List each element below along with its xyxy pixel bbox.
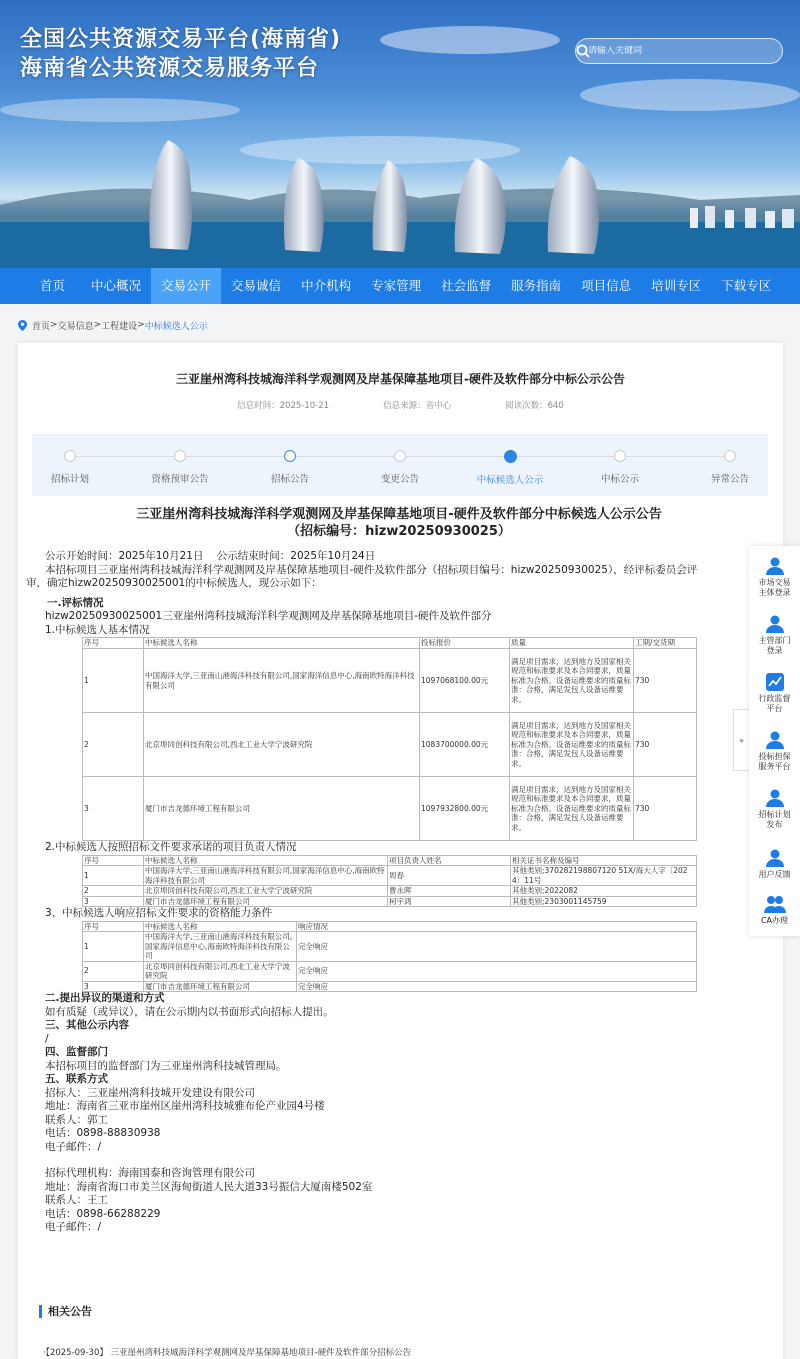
project-leader-table: [82, 855, 697, 908]
section1-subtitle: hizw20250930025001三亚崖州湾科技城海洋科学观测网及岸基保障基地项目-硬件及软件部分: [45, 610, 492, 622]
tenderer-email: 电子邮件：/: [45, 1140, 102, 1153]
table-header-row: 序号 中标候选人名称 投标报价 质量 工期/交货期: [83, 638, 697, 649]
publicity-period: 公示开始时间：2025年10月21日 公示结束时间：2025年10月24日: [45, 550, 376, 562]
qualification-table: [82, 921, 697, 993]
sidebar-item-user-feedback[interactable]: 用户反馈: [749, 848, 800, 880]
user-feedback-icon: [765, 848, 785, 868]
info-source: 信息来源：省中心: [383, 401, 452, 411]
table1-title: 1.中标候选人基本情况: [45, 623, 150, 636]
tenderer-contact: 联系人：郭工: [45, 1113, 108, 1126]
sidebar-item-authority-login[interactable]: 主管部门 登录: [749, 614, 800, 656]
sidebar-item-bid-guarantee[interactable]: 投标担保 服务平台: [749, 730, 800, 772]
agent-address: 地址：海南省海口市美兰区海甸街道人民大道33号振信大厦南楼502室: [45, 1180, 373, 1193]
tenderer-address: 地址：海南省三亚市崖州区崖州湾科技城雅布伦产业园4号楼: [45, 1100, 325, 1112]
users-icon: [764, 894, 786, 914]
doc-code: （招标编号：hizw20250930025）: [287, 524, 511, 539]
nav-item-training[interactable]: 培训专区: [651, 278, 702, 293]
nav-item-supervision[interactable]: 社会监督: [441, 278, 492, 293]
main-nav: [0, 268, 800, 304]
candidate-table: [82, 637, 697, 841]
agent-email: 电子邮件：/: [45, 1221, 102, 1233]
step-prequalification[interactable]: 资格预审公告: [130, 434, 230, 485]
sidebar-item-market-login[interactable]: 市场交易 主体登录: [749, 556, 800, 598]
step-abnormal-notice[interactable]: 异常公告: [680, 434, 780, 485]
sidebar-item-admin-supervision[interactable]: 行政监督 平台: [749, 672, 800, 714]
chart-icon: [765, 672, 785, 692]
section2-text: 如有质疑（或异议），请在公示期内以书面形式向招标人提出。: [45, 1005, 334, 1018]
nav-item-downloads[interactable]: 下载专区: [721, 278, 772, 293]
section4-title: 四、监督部门: [45, 1046, 108, 1058]
breadcrumb-current: 中标候选人公示: [144, 321, 208, 332]
table-header-row: 序号 中标候选人名称 响应情况: [83, 921, 697, 932]
intro-line2: 审，确定hizw20250930025001的中标候选人，现公示如下：: [26, 577, 322, 589]
info-time: 信息时间：2025-10-21: [237, 401, 330, 411]
site-title-line2: 海南省公共资源交易服务平台: [20, 56, 320, 81]
location-pin-icon: [18, 320, 27, 331]
section3-text: /: [45, 1032, 49, 1045]
search-icon[interactable]: [576, 44, 590, 58]
table2-title: 2.中标候选人按照招标文件要求承诺的项目负责人情况: [45, 841, 297, 853]
doc-title: 三亚崖州湾科技城海洋科学观测网及岸基保障基地项目-硬件及软件部分中标候选人公示公告: [136, 507, 662, 522]
section4-text: 本招标项目的监督部门为三亚崖州湾科技城管理局。: [45, 1059, 287, 1072]
nav-item-trade-credit[interactable]: 交易诚信: [231, 278, 282, 293]
table-row: 1 中国海洋大学,三亚南山港海洋科技有限公司,国家海洋信息中心,海南欧特海洋科技有限公司 1097068100.00元 满足项目需求，达到地方及国家相关规范和标准要求及本合同要求，质量标准为合格。设备运维要求的质量标准：合格，满足发包人设备运维要求。 730: [83, 649, 697, 713]
nav-item-overview[interactable]: 中心概况: [91, 278, 142, 293]
sidebar-collapse-button[interactable]: »: [733, 709, 749, 771]
announcement-body: [26, 506, 758, 1235]
breadcrumb-home[interactable]: 首页: [32, 321, 51, 332]
section1-title: 一.评标情况: [47, 596, 104, 609]
article-title: 三亚崖州湾科技城海洋科学观测网及岸基保障基地项目-硬件及软件部分中标公示公告: [176, 372, 625, 386]
right-sidebar: [749, 546, 800, 936]
breadcrumb-engineering[interactable]: 工程建设: [101, 321, 138, 332]
nav-item-experts[interactable]: 专家管理: [371, 278, 422, 293]
table-row: 2 北京埠同创科技有限公司,西北工业大学宁波研究院 曹永晖 其他类别;2022082: [83, 886, 697, 897]
nav-item-home[interactable]: 首页: [40, 278, 66, 293]
table3-title: 3、中标候选人响应招标文件要求的资格能力条件: [45, 907, 273, 919]
related-item-link[interactable]: ·【2025-09-30】 三亚崖州湾科技城海洋科学观测网及岸基保障基地项目-硬件及软件部分招标公告: [43, 1348, 412, 1358]
sidebar-item-plan-publish[interactable]: 招标计划 发布: [749, 788, 800, 830]
user-icon: [765, 556, 785, 576]
step-tender-notice[interactable]: 招标公告: [240, 434, 340, 485]
site-title-line1: 全国公共资源交易平台(海南省): [20, 27, 342, 52]
table-row: 3 厦门市吉龙德环境工程有限公司 完全响应: [83, 981, 697, 992]
nav-item-projects[interactable]: 项目信息: [581, 278, 632, 293]
user-icon: [765, 614, 785, 634]
nav-item-guide[interactable]: 服务指南: [511, 278, 562, 293]
section5-title: 五、联系方式: [45, 1073, 108, 1085]
header-banner: [0, 0, 800, 268]
agent-phone: 电话：0898-66288229: [45, 1207, 161, 1220]
section2-title: 二.提出异议的渠道和方式: [45, 992, 165, 1004]
table-header-row: 序号 中标候选人名称 项目负责人姓名 相关证书名称及编号: [83, 855, 697, 866]
read-count: 阅读次数：640: [505, 401, 564, 411]
breadcrumb: 首页 > 交易信息 > 工程建设 > 中标候选人公示: [18, 319, 208, 331]
sidebar-item-ca[interactable]: CA办理: [749, 894, 800, 926]
table-row: 1 中国海洋大学,三亚南山港海洋科技有限公司,国家海洋信息中心,海南欧特海洋科技有限公司 周春 其他类别;370282198807120 51X/海大人字〔2024〕11号: [83, 866, 697, 886]
step-bidding-plan[interactable]: 招标计划: [20, 434, 120, 485]
table-row: 2 北京埠同创科技有限公司,西北工业大学宁波研究院 完全响应: [83, 961, 697, 981]
section3-title: 三、其他公示内容: [45, 1019, 129, 1031]
user-icon: [765, 788, 785, 808]
agent-name: 招标代理机构：海南国泰和咨询管理有限公司: [45, 1167, 255, 1179]
user-icon: [765, 730, 785, 750]
breadcrumb-trade-info[interactable]: 交易信息: [57, 321, 94, 332]
search-input[interactable]: [576, 46, 746, 56]
search-box[interactable]: [575, 38, 783, 64]
table-row: 3 厦门市吉龙德环境工程有限公司 柯宇鸿 其他类别;2303001145759: [83, 896, 697, 907]
tenderer-name: 招标人：三亚崖州湾科技城开发建设有限公司: [45, 1086, 255, 1099]
related-section-title: 相关公告: [39, 1305, 92, 1318]
step-change-notice[interactable]: 变更公告: [350, 434, 450, 485]
tenderer-phone: 电话：0898-88830938: [45, 1127, 161, 1139]
table-row: 1 中国海洋大学,三亚南山港海洋科技有限公司,国家海洋信息中心,海南欧特海洋科技有限公司 完全响应: [83, 932, 697, 962]
article-meta: [18, 399, 783, 411]
table-row: 3 厦门市吉龙德环境工程有限公司 1097932800.00元 满足项目需求，达到地方及国家相关规范和标准要求及本合同要求，质量标准为合格。设备运维要求的质量标准：合格，满足发包人设备运维要求。 730: [83, 777, 697, 841]
process-steps: [32, 434, 768, 496]
step-award-publicity[interactable]: 中标公示: [570, 434, 670, 485]
nav-item-agencies[interactable]: 中介机构: [301, 278, 352, 293]
agent-contact: 联系人：王工: [45, 1194, 108, 1206]
table-row: 2 北京埠同创科技有限公司,西北工业大学宁波研究院 1083700000.00元 满足项目需求，达到地方及国家相关规范和标准要求及本合同要求，质量标准为合格。设备运维要求的质量标准：合格，满足发包人设备运维要求。 730: [83, 713, 697, 777]
step-candidate-publicity[interactable]: 中标候选人公示: [460, 434, 560, 486]
nav-item-trade-public[interactable]: 交易公开: [151, 268, 221, 304]
intro-line1: 本招标项目三亚崖州湾科技城海洋科学观测网及岸基保障基地项目-硬件及软件部分（招标项目编号：hizw20250930025），经评标委员会评: [45, 563, 698, 576]
